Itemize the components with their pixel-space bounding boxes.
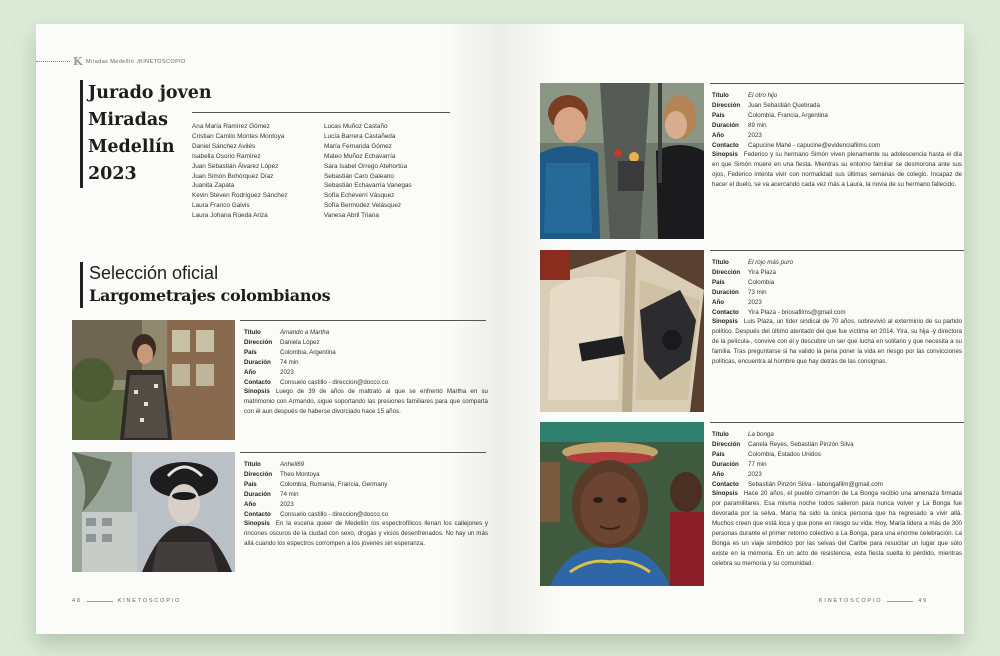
film-country: Colombia, Argentina <box>280 348 336 356</box>
film-synopsis: En la escena queer de Medellín los espectrofílicos llenan los callejones y rincones oscuros de la ciudad con sexo, drogas y vicios desenfrenados. No hay un más allá cuando los espectros corrompen a los jóvenes sin esperanza. <box>244 520 488 548</box>
film-title: Amando a Martha <box>280 329 330 336</box>
label-duration: Duración <box>244 358 271 366</box>
label-country: País <box>712 278 725 286</box>
label-duration: Duración <box>244 490 271 498</box>
jury-member: Laura Johana Rueda Ariza <box>192 212 268 220</box>
film-synopsis: Luego de 39 de años de maltrato al que se enfrentó Martha en su matrimonio con Armando, sigue soportando las presiones familiares para que comparta con él aun después de haberse divorciado hace 15 años. <box>244 388 488 416</box>
label-title: Título <box>712 92 729 99</box>
label-title: Título <box>244 329 261 336</box>
label-title: Título <box>712 431 729 438</box>
label-synopsis: Sinopsis <box>712 318 738 326</box>
footer-rule <box>887 601 913 602</box>
jury-member: Laura Franco Galvis <box>192 202 250 210</box>
jury-member: Lucía Barrera Castañeda <box>324 132 396 140</box>
header-section: Miradas Medellín <box>85 58 135 65</box>
label-country: País <box>712 111 725 119</box>
film-info <box>712 258 962 367</box>
running-header <box>36 55 186 68</box>
page-number: 48 <box>72 598 82 604</box>
header-magazine: /KINETOSCOPIO <box>137 58 186 65</box>
label-duration: Duración <box>712 288 739 296</box>
label-contact: Contacto <box>712 308 739 316</box>
film-country: Colombia <box>748 278 775 286</box>
left-page <box>36 24 500 634</box>
label-contact: Contacto <box>244 378 271 386</box>
film-contact: Consuelo castillo - direccion@docco.co <box>280 510 389 518</box>
jury-member: Sebastián Echavarría Vanegas <box>324 182 412 190</box>
jury-member: Sofía Bermúdez Velásquez <box>324 202 402 210</box>
label-contact: Contacto <box>712 480 739 488</box>
label-synopsis: Sinopsis <box>244 388 270 396</box>
label-year: Año <box>244 368 257 376</box>
film-duration: 89 min <box>748 121 767 129</box>
film-divider <box>710 422 964 423</box>
jury-member: Lucas Muñoz Castaño <box>324 123 388 130</box>
jury-member: María Fernanda Gómez <box>324 142 392 150</box>
jury-member: Sebastián Caro Galeano <box>324 172 394 180</box>
film-still-la-bonga <box>540 422 704 586</box>
kinetoscopio-logo: K <box>73 55 83 68</box>
jury-member: Isabella Osorio Ramírez <box>192 152 261 160</box>
label-synopsis: Sinopsis <box>712 490 738 498</box>
label-country: País <box>712 450 725 458</box>
film-duration: 74 min <box>280 358 299 366</box>
label-duration: Duración <box>712 121 739 129</box>
footer-magazine: KINETOSCOPIO <box>818 598 883 604</box>
film-contact: Consuelo castillo - direccion@docco.co <box>280 378 389 386</box>
film-year: 2023 <box>748 470 762 478</box>
label-director: Dirección <box>712 101 741 109</box>
jury-member: Daniel Sánchez Avilés <box>192 142 256 150</box>
page-footer <box>72 598 181 604</box>
film-country: Colombia, Francia, Argentina <box>748 111 828 119</box>
label-director: Dirección <box>244 470 273 478</box>
film-year: 2023 <box>748 298 762 306</box>
page-number: 49 <box>918 598 928 604</box>
jury-title-line: Miradas <box>88 110 169 130</box>
label-director: Dirección <box>712 268 741 276</box>
film-info <box>244 328 488 417</box>
jury-member: Juan Sebastián Álvarez López <box>192 162 279 170</box>
header-dots <box>36 61 70 62</box>
film-synopsis: Luis Plaza, un líder sindical de 70 años, sobrevivió al exterminio de su partido político. Después del último atentado del que fue víctima en 2014, Yira, su hija -y directora de la película-, convive con él y descubre un ser que lucha en solitario y que necesita a su familia. Tras preguntarse si ha valido la pena poner la vida en riesgo por las convicciones políticas, encuentra al hombre que hay detrás de las consignas. <box>712 318 962 366</box>
jury-title-line: 2023 <box>88 164 137 184</box>
film-still-el-rojo-mas-puro <box>540 250 704 412</box>
label-synopsis: Sinopsis <box>712 151 738 159</box>
film-contact: Sebastián Pinzón Silva - labongafilm@gmail.com <box>748 480 883 488</box>
label-country: País <box>244 348 257 356</box>
film-director: Daniela López <box>280 338 320 346</box>
jury-member: Ana María Ramírez Gómez <box>192 123 270 130</box>
film-director: Yira Plaza <box>748 268 776 276</box>
film-synopsis: Hace 20 años, el pueblo cimarrón de La Bonga recibió una amenaza firmada por paramilitares. Esa misma noche todos salieron para nunca volver y La Bonga fue devorada por la selva. María ha sido la única persona que ha regresado a vivir allá. Muchos creen que está loca y que pone en riesgo su vida. Hoy, María lidera a más de 300 personas durante el primer retorno colectivo a La Bonga, para una enorme celebración. La Bonga es un viaje simbólico por las selvas del Caribe para resucitar un lugar que sólo existe en la memoria. En un acto de resistencia, esta fiesta suelta lo perdido, mientras celebra su memoria y su comunidad. <box>712 490 962 567</box>
film-contact: Yira Plaza - briosafilms@gmail.com <box>748 308 846 316</box>
jury-member: Kevin Steven Rodríguez Sánchez <box>192 192 288 200</box>
section-heading: Largometrajes colombianos <box>89 286 331 305</box>
film-title: La bonga <box>748 431 774 438</box>
label-year: Año <box>712 298 725 306</box>
footer-rule <box>87 601 113 602</box>
jury-member: Juan Simón Bohórquez Díaz <box>192 172 274 180</box>
label-year: Año <box>712 470 725 478</box>
section-title <box>80 262 330 308</box>
label-title: Título <box>712 259 729 266</box>
film-divider <box>240 320 486 321</box>
jury-member: Sara Isabel Orrego Atehortúa <box>324 162 408 170</box>
film-duration: 74 min <box>280 490 299 498</box>
section-kicker: Selección oficial <box>89 263 219 283</box>
label-year: Año <box>712 131 725 139</box>
film-title: El otro hijo <box>748 92 778 99</box>
film-synopsis: Federico y su hermano Simón viven plenamente su adolescencia hasta el día en que Simón muere en una fiesta. Mientras su entorno familiar se desmorona ante sus ojos, Federico intenta vivir con normalidad sus últimas semanas de colegio. Incapaz de hacer el duelo, se va acercando cada vez más a Laura, la novia de su hermano fallecido. <box>712 151 962 189</box>
film-director: Theo Montoya <box>280 470 320 478</box>
label-duration: Duración <box>712 460 739 468</box>
film-info <box>712 430 962 569</box>
film-year: 2023 <box>280 500 294 508</box>
film-contact: Capucine Mahé - capucine@evidenciafilms.com <box>748 141 881 149</box>
label-contact: Contacto <box>244 510 271 518</box>
film-country: Colombia, Estados Unidos <box>748 450 821 458</box>
label-contact: Contacto <box>712 141 739 149</box>
jury-list-column-2 <box>324 122 412 221</box>
film-still-anhell69 <box>72 452 235 572</box>
film-director: Canela Reyes, Sebastián Pinzón Silva <box>748 440 854 448</box>
jury-list-column-1 <box>192 122 288 221</box>
film-divider <box>240 452 486 453</box>
magazine-spread <box>36 24 964 634</box>
film-duration: 73 min <box>748 288 767 296</box>
jury-member: Sofía Echeverri Vásquez <box>324 192 395 200</box>
label-synopsis: Sinopsis <box>244 520 270 528</box>
film-still-amando-a-martha <box>72 320 235 440</box>
jury-member: Juanita Zapata <box>192 182 235 190</box>
film-divider <box>710 83 964 84</box>
label-title: Título <box>244 461 261 468</box>
film-divider <box>710 250 964 251</box>
jury-member: Vanesa Abril Triana <box>324 212 379 220</box>
jury-title-line: Jurado joven <box>88 83 212 103</box>
page-footer <box>819 598 928 604</box>
jury-divider <box>192 112 450 113</box>
footer-magazine: KINETOSCOPIO <box>117 598 182 604</box>
film-duration: 77 min <box>748 460 767 468</box>
label-year: Año <box>244 500 257 508</box>
film-still-el-otro-hijo <box>540 83 704 239</box>
film-info <box>244 460 488 549</box>
jury-member: Cristian Camilo Montes Montoya <box>192 132 285 140</box>
jury-member: Mateo Muñoz Echavarría <box>324 152 396 160</box>
label-director: Dirección <box>712 440 741 448</box>
right-page <box>500 24 964 634</box>
film-info <box>712 91 962 190</box>
jury-title-line: Medellín <box>88 137 175 157</box>
film-year: 2023 <box>748 131 762 139</box>
film-director: Juan Sebastián Quebrada <box>748 101 820 109</box>
film-title: Anhell69 <box>280 461 305 468</box>
film-year: 2023 <box>280 368 294 376</box>
label-director: Dirección <box>244 338 273 346</box>
film-country: Colombia, Rumania, Francia, Germany <box>280 480 388 488</box>
film-title: El rojo más puro <box>748 259 794 266</box>
label-country: País <box>244 480 257 488</box>
